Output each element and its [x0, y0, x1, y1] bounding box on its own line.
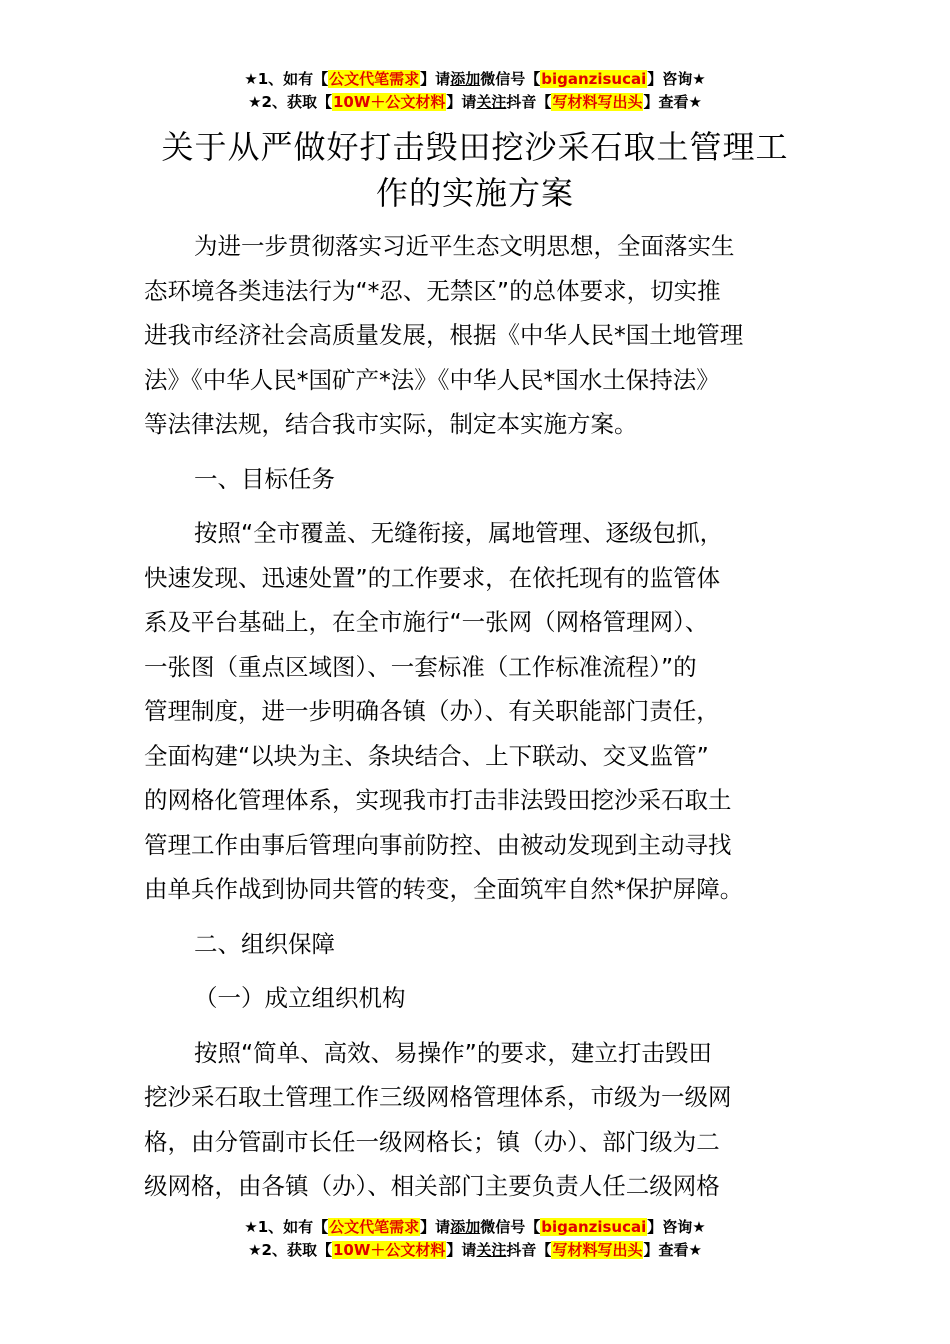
- promo-text: 】请: [446, 1241, 477, 1259]
- paragraph-line: 按照“全市覆盖、无缝衔接，属地管理、逐级包抓，: [194, 519, 724, 547]
- paragraph-line: 按照“简单、高效、易操作”的要求，建立打击毁田: [194, 1038, 712, 1067]
- paragraph-line: 等法律法规，结合我市实际，制定本实施方案。: [144, 410, 638, 438]
- title-line: 作的实施方案: [375, 174, 574, 212]
- paragraph-line: 由单兵作战到协同共管的转变，全面筑牢自然*保护屏障。: [144, 875, 744, 903]
- promo-underlined: 添加: [450, 1218, 481, 1236]
- promo-highlight: biganzisucai: [541, 1218, 647, 1236]
- promo-line-2: [0, 1239, 950, 1262]
- promo-text: ★2、获取【: [248, 1241, 332, 1259]
- paragraph-line: 进我市经济社会高质量发展，根据《中华人民*国土地管理: [144, 321, 744, 349]
- promo-underlined: 添加: [450, 70, 481, 88]
- paragraph-line: 为进一步贯彻落实习近平生态文明思想，全面落实生: [194, 232, 735, 260]
- promo-banner-top: [0, 68, 950, 114]
- promo-text: 】咨询★: [647, 1218, 706, 1236]
- promo-text: 】查看★: [643, 1241, 702, 1259]
- promo-underlined: 关注: [476, 1241, 507, 1259]
- paragraph-line: 全面构建“以块为主、条块结合、上下联动、交叉监管”: [144, 741, 709, 770]
- paragraph-line: 的网格化管理体系，实现我市打击非法毁田挖沙采石取土: [144, 786, 732, 814]
- promo-banner-bottom: [0, 1216, 950, 1262]
- promo-text: 】请: [446, 93, 477, 111]
- subsection-heading: （一）成立组织机构: [194, 984, 406, 1012]
- promo-text: ★1、如有【: [244, 1218, 329, 1236]
- paragraph-line: 态环境各类违法行为“*忍、无禁区”的总体要求，切实推: [144, 276, 721, 305]
- promo-highlight: 10W＋公文材料: [332, 93, 446, 111]
- paragraph-line: 管理制度，进一步明确各镇（办）、有关职能部门责任，: [144, 697, 720, 725]
- promo-highlight: 公文代笔需求: [329, 70, 420, 88]
- promo-text: ★2、获取【: [248, 93, 332, 111]
- promo-line-2: [0, 91, 950, 114]
- paragraph-line: 管理工作由事后管理向事前防控、由被动发现到主动寻找: [144, 830, 732, 859]
- promo-highlight: 10W＋公文材料: [332, 1241, 446, 1259]
- promo-line-1: [0, 68, 950, 91]
- title-line: 关于从严做好打击毁田挖沙采石取土管理工: [161, 128, 789, 166]
- promo-text: ★1、如有【: [244, 70, 329, 88]
- promo-underlined: 关注: [476, 93, 507, 111]
- paragraph-line: 格，由分管副市长任一级网格长；镇（办）、部门级为二: [144, 1127, 720, 1156]
- paragraph-line: 快速发现、迅速处置”的工作要求，在依托现有的监管体: [144, 563, 721, 592]
- paragraph-line: 一张图（重点区域图）、一套标准（工作标准流程）”的: [144, 652, 697, 681]
- promo-highlight: 写材料写出头: [552, 1241, 643, 1259]
- section-heading: 二、组织保障: [194, 929, 335, 958]
- promo-highlight: 公文代笔需求: [329, 1218, 420, 1236]
- promo-text: 微信号【: [480, 1218, 541, 1236]
- promo-text: 】查看★: [643, 93, 702, 111]
- paragraph-line: 级网格，由各镇（办）、相关部门主要负责人任二级网格: [144, 1172, 720, 1200]
- section-heading: 一、目标任务: [194, 464, 335, 493]
- document-body: [144, 224, 814, 1209]
- promo-text: 】请: [420, 1218, 451, 1236]
- promo-text: 抖音【: [506, 1241, 552, 1259]
- document-title: [140, 124, 810, 216]
- promo-line-1: [0, 1216, 950, 1239]
- promo-text: 微信号【: [480, 70, 541, 88]
- paragraph-line: 法》《中华人民*国矿产*法》《中华人民*国水土保持法》: [144, 365, 720, 394]
- promo-highlight: 写材料写出头: [552, 93, 643, 111]
- paragraph-line: 系及平台基础上，在全市施行“一张网（网格管理网）、: [144, 608, 709, 636]
- paragraph-line: 挖沙采石取土管理工作三级网格管理体系，市级为一级网: [144, 1083, 732, 1111]
- promo-highlight: biganzisucai: [541, 70, 647, 88]
- promo-text: 抖音【: [506, 93, 552, 111]
- promo-text: 】请: [420, 70, 451, 88]
- promo-text: 】咨询★: [647, 70, 706, 88]
